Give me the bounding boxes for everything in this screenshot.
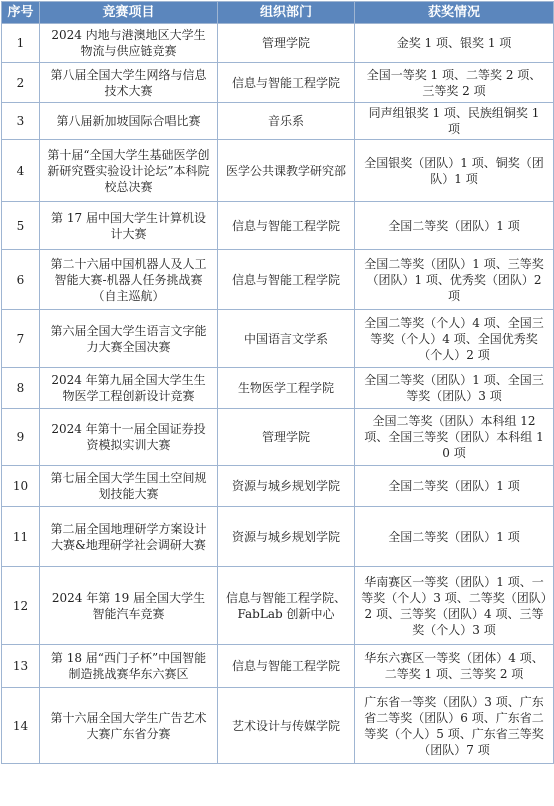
cell-award: 全国银奖（团队）1 项、铜奖（团队）1 项: [355, 140, 554, 202]
cell-project: 2024 年第九届全国大学生生物医学工程创新设计竞赛: [40, 368, 218, 409]
table-row: [2, 466, 554, 507]
cell-no: 3: [2, 103, 40, 140]
cell-dept: 中国语言文学系: [218, 310, 355, 368]
table-row: [2, 103, 554, 140]
header-project: 竞赛项目: [40, 2, 218, 24]
cell-project: 2024 内地与港澳地区大学生物流与供应链竞赛: [40, 24, 218, 63]
cell-no: 11: [2, 507, 40, 567]
cell-no: 5: [2, 202, 40, 250]
cell-award: 全国二等奖（团队）1 项: [355, 466, 554, 507]
cell-project: 第 18 届“西门子杯”中国智能制造挑战赛华东六赛区: [40, 645, 218, 688]
cell-no: 7: [2, 310, 40, 368]
cell-award: 全国二等奖（团队）1 项、全国三等奖（团队）3 项: [355, 368, 554, 409]
cell-award: 金奖 1 项、银奖 1 项: [355, 24, 554, 63]
cell-award: 同声组银奖 1 项、民族组铜奖 1 项: [355, 103, 554, 140]
cell-dept: 信息与智能工程学院: [218, 202, 355, 250]
cell-project: 2024 年第十一届全国证券投资模拟实训大赛: [40, 409, 218, 466]
cell-project: 第八届全国大学生网络与信息技术大赛: [40, 63, 218, 103]
cell-dept: 音乐系: [218, 103, 355, 140]
table-row: [2, 688, 554, 764]
cell-dept: 资源与城乡规划学院: [218, 507, 355, 567]
cell-award: 广东省一等奖（团队）3 项、广东省二等奖（团队）6 项、广东省二等奖（个人）5 项、广东省三等奖（团队）7 项: [355, 688, 554, 764]
table-row: [2, 310, 554, 368]
cell-project: 第八届新加坡国际合唱比赛: [40, 103, 218, 140]
cell-project: 第六届全国大学生语言文字能力大赛全国决赛: [40, 310, 218, 368]
cell-award: 全国二等奖（团队）1 项: [355, 202, 554, 250]
cell-project: 第十届“全国大学生基础医学创新研究暨实验设计论坛”本科院校总决赛: [40, 140, 218, 202]
cell-no: 12: [2, 567, 40, 645]
cell-no: 13: [2, 645, 40, 688]
cell-dept: 管理学院: [218, 24, 355, 63]
table-row: [2, 24, 554, 63]
cell-award: 全国二等奖（团队）1 项、三等奖（团队）1 项、优秀奖（团队）2 项: [355, 250, 554, 310]
cell-no: 9: [2, 409, 40, 466]
table-row: [2, 507, 554, 567]
cell-dept: 生物医学工程学院: [218, 368, 355, 409]
cell-dept: 信息与智能工程学院: [218, 250, 355, 310]
table-row: [2, 140, 554, 202]
cell-no: 4: [2, 140, 40, 202]
cell-project: 第十六届全国大学生广告艺术大赛广东省分赛: [40, 688, 218, 764]
cell-no: 14: [2, 688, 40, 764]
cell-dept: 艺术设计与传媒学院: [218, 688, 355, 764]
cell-award: 全国二等奖（团队）本科组 12 项、全国三等奖（团队）本科组 10 项: [355, 409, 554, 466]
cell-dept: 资源与城乡规划学院: [218, 466, 355, 507]
table-row: [2, 645, 554, 688]
table-header-row: [2, 2, 554, 24]
cell-project: 第二十六届中国机器人及人工智能大赛-机器人任务挑战赛（自主巡航）: [40, 250, 218, 310]
cell-no: 2: [2, 63, 40, 103]
cell-award: 全国二等奖（个人）4 项、全国三等奖（个人）4 项、全国优秀奖（个人）2 项: [355, 310, 554, 368]
cell-dept: 信息与智能工程学院: [218, 645, 355, 688]
cell-dept: 信息与智能工程学院、FabLab 创新中心: [218, 567, 355, 645]
header-no: 序号: [2, 2, 40, 24]
table-row: [2, 202, 554, 250]
cell-dept: 管理学院: [218, 409, 355, 466]
cell-no: 1: [2, 24, 40, 63]
cell-award: 全国一等奖 1 项、二等奖 2 项、三等奖 2 项: [355, 63, 554, 103]
cell-project: 第二届全国地理研学方案设计大赛&地理研学社会调研大赛: [40, 507, 218, 567]
cell-no: 8: [2, 368, 40, 409]
cell-dept: 医学公共课教学研究部: [218, 140, 355, 202]
cell-award: 华东六赛区一等奖（团体）4 项、二等奖 1 项、三等奖 2 项: [355, 645, 554, 688]
cell-project: 第 17 届中国大学生计算机设计大赛: [40, 202, 218, 250]
table-row: [2, 63, 554, 103]
header-award: 获奖情况: [355, 2, 554, 24]
cell-project: 2024 年第 19 届全国大学生智能汽车竞赛: [40, 567, 218, 645]
table-row: [2, 409, 554, 466]
awards-table: [1, 1, 554, 764]
cell-project: 第七届全国大学生国土空间规划技能大赛: [40, 466, 218, 507]
cell-dept: 信息与智能工程学院: [218, 63, 355, 103]
table-row: [2, 250, 554, 310]
cell-no: 10: [2, 466, 40, 507]
header-dept: 组织部门: [218, 2, 355, 24]
table-row: [2, 368, 554, 409]
table-row: [2, 567, 554, 645]
cell-no: 6: [2, 250, 40, 310]
cell-award: 华南赛区一等奖（团队）1 项、一等奖（个人）3 项、二等奖（团队）2 项、三等奖（团队）4 项、三等奖（个人）3 项: [355, 567, 554, 645]
cell-award: 全国二等奖（团队）1 项: [355, 507, 554, 567]
